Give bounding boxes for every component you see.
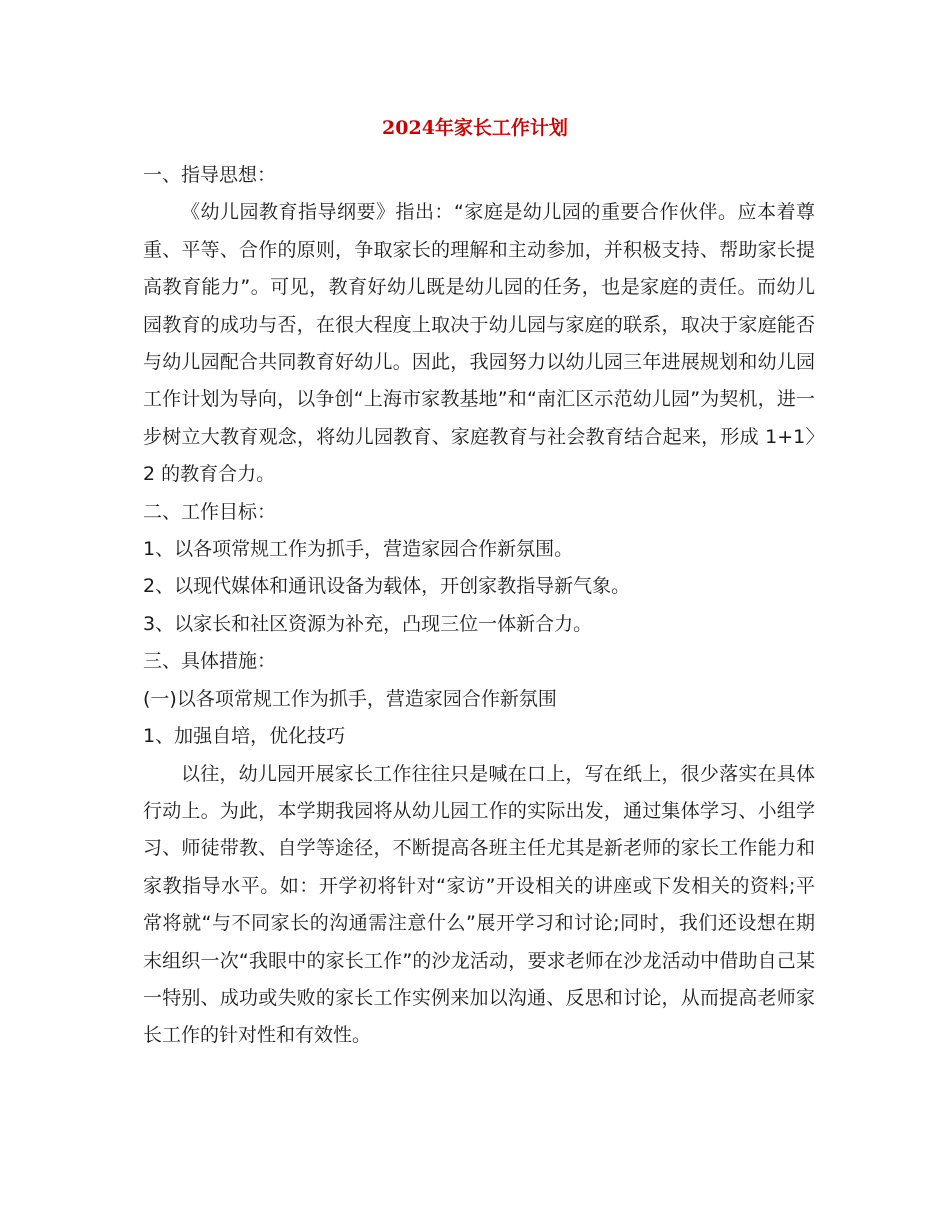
goal-item-2: 2、以现代媒体和通讯设备为载体，开创家教指导新气象。 [143, 575, 631, 598]
subsection-heading-1: (一)以各项常规工作为抓手，营造家园合作新氛围 [143, 687, 557, 710]
section-heading-measures: 三、具体措施： [143, 650, 277, 673]
paragraph-guiding-ideology: 《幼儿园教育指导纲要》指出：“家庭是幼儿园的重要合作伙伴。应本着尊重、平等、合作的原则，争取家长的理解和主动参加，并积极支持、帮助家长提高教育能力”。可见，教育好幼儿既是幼儿园的任务，也是家庭的责任。而幼儿园教育的成功与否，在很大程度上取决于幼儿园与家庭的联系，取决于家庭能否与幼儿园配合共同教育好幼儿。因此，我园努力以幼儿园三年进展规划和幼儿园工作计划为导向，以争创“上海市家教基地”和“南汇区示范幼儿园”为契机，进一步树立大教育观念，将幼儿园教育、家庭教育与社会教育结合起来，形成 1+1〉2 的教育合力。 [143, 201, 815, 486]
section-heading-guiding-ideology: 一、指导思想： [143, 164, 277, 186]
goal-item-1: 1、以各项常规工作为抓手，营造家园合作新氛围。 [143, 538, 574, 561]
document-body [143, 157, 815, 1055]
goal-item-3: 3、以家长和社区资源为补充，凸现三位一体新合力。 [143, 612, 593, 635]
section-heading-work-goals: 二、工作目标： [143, 500, 277, 523]
document-title: 2024年家长工作计划 [382, 117, 568, 139]
paragraph-self-training: 以往，幼儿园开展家长工作往往只是喊在口上，写在纸上，很少落实在具体行动上。为此，本学期我园将从幼儿园工作的实际出发，通过集体学习、小组学习、师徒带教、自学等途径，不断提高各班主任尤其是新老师的家长工作能力和家教指导水平。如：开学初将针对“家访”开设相关的讲座或下发相关的资料;平常将就“与不同家长的沟通需注意什么”展开学习和讨论;同时，我们还设想在期末组织一次“我眼中的家长工作”的沙龙活动，要求老师在沙龙活动中借助自己某一特别、成功或失败的家长工作实例来加以沟通、反思和讨论，从而提高老师家长工作的针对性和有效性。 [143, 762, 815, 1047]
subsection-heading-1-1: 1、加强自培，优化技巧 [143, 725, 346, 748]
